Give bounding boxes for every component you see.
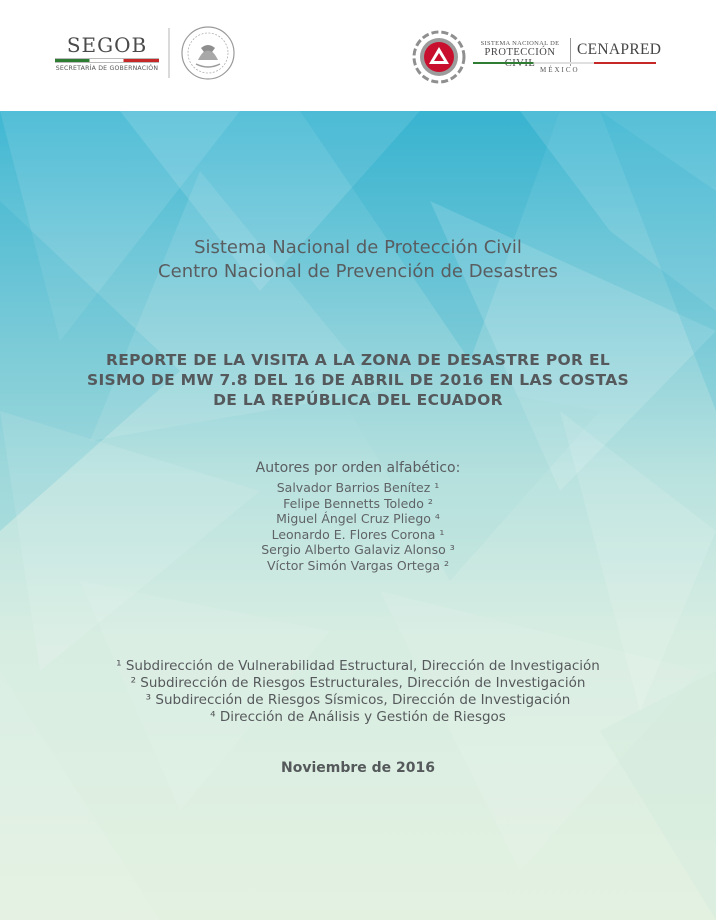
title-line-3: DE LA REPÚBLICA DEL ECUADOR <box>213 391 503 409</box>
affiliations-list <box>0 658 716 726</box>
proteccion-civil-wordmark <box>472 40 568 69</box>
author-item: Miguel Ángel Cruz Pliego ⁴ <box>276 511 440 527</box>
publication-date: Noviembre de 2016 <box>281 760 435 776</box>
title-line-1: REPORTE DE LA VISITA A LA ZONA DE DESASTRE POR EL <box>105 351 611 369</box>
proteccion-civil-emblem-icon <box>412 30 466 84</box>
authors-list <box>0 480 716 574</box>
report-title <box>0 350 716 410</box>
country-label: MÉXICO <box>540 66 580 74</box>
cenapred-tricolor-rule <box>473 62 656 64</box>
title-line-2: SISMO DE MW 7.8 DEL 16 DE ABRIL DE 2016 EN LAS COSTAS <box>87 371 629 389</box>
author-item: Felipe Bennetts Toledo ² <box>283 495 433 511</box>
institution-line-1: Sistema Nacional de Protección Civil <box>194 237 522 258</box>
segob-wordmark: SEGOB <box>66 33 148 57</box>
pc-line-2: PROTECCIÓN <box>484 47 556 58</box>
affiliation-item: ¹ Subdirección de Vulnerabilidad Estructural, Dirección de Investigación <box>116 658 600 674</box>
author-item: Leonardo E. Flores Corona ¹ <box>271 526 445 542</box>
segob-tricolor-rule <box>55 58 159 63</box>
author-item: Salvador Barrios Benítez ¹ <box>276 480 440 495</box>
pc-line-1: SISTEMA NACIONAL DE <box>480 40 560 47</box>
affiliation-item: ⁴ Dirección de Análisis y Gestión de Riesgos <box>210 709 506 725</box>
segob-logo <box>52 34 162 72</box>
institution-names <box>0 236 716 284</box>
affiliation-item: ³ Subdirección de Riesgos Sísmicos, Dirección de Investigación <box>145 692 571 708</box>
affiliation-item: ² Subdirección de Riesgos Estructurales, Dirección de Investigación <box>130 675 586 691</box>
author-item: Víctor Simón Vargas Ortega ² <box>266 557 450 573</box>
institution-line-2: Centro Nacional de Prevención de Desastres <box>158 261 558 282</box>
national-seal-icon <box>168 22 238 84</box>
cenapred-wordmark: CENAPRED <box>577 41 662 58</box>
header-bar <box>0 0 718 111</box>
author-item: Sergio Alberto Galaviz Alonso ³ <box>261 542 455 558</box>
authors-heading: Autores por orden alfabético: <box>255 460 461 476</box>
segob-subtitle: SECRETARÍA DE GOBERNACIÓN <box>55 65 159 72</box>
